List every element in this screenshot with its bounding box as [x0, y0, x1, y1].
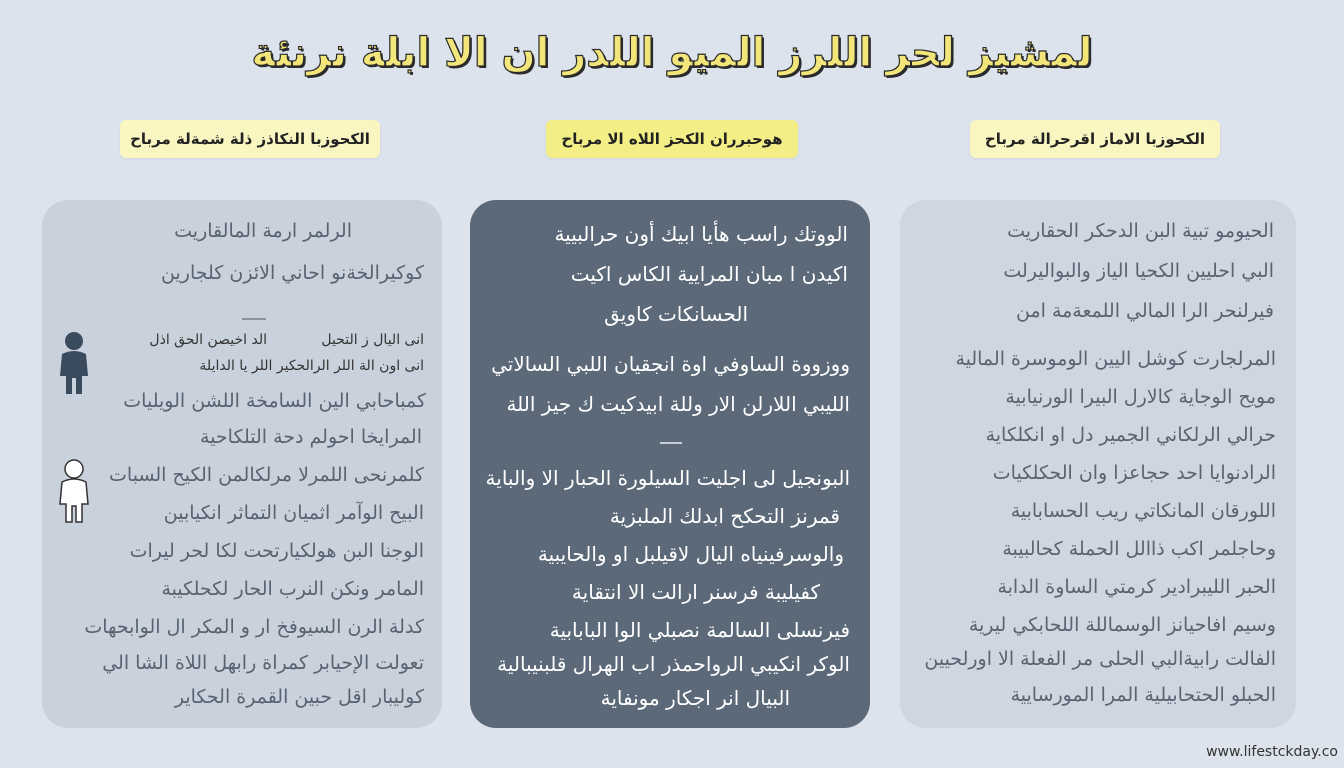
left-line-7: المرايخا احولم دحة التلكاحية [200, 426, 422, 448]
mid-line-4: ووزووة الساوفي اوة انجقيان اللبي السالاتي [491, 352, 850, 376]
left-line-1: الرلمر ارمة المالقاريت [174, 220, 352, 242]
divider [660, 442, 682, 444]
middle-panel [470, 200, 870, 728]
divider [242, 318, 266, 320]
left-line-2: كوكيرالخةنو احاني الائزن كلجارين [161, 262, 424, 284]
left-line-11: المامر ونكن النرب الحار لكحلكيبة [161, 578, 424, 600]
mid-line-11: الوكر انكيبي الرواحمذر اب الهرال قلبنيبالية [497, 652, 850, 676]
left-line-14: كوليبار اقل حبين القمرة الحكاير [174, 686, 424, 708]
left-line-8: كلمرنحى اللمرلا مرلكالمن الكيح السبات [109, 464, 424, 486]
right-line-5: مويح الوجاية كالارل البيرا الورنيابية [1005, 386, 1276, 408]
right-line-1: الحيومو تبية البن الدحكر الحقاريت [1007, 220, 1274, 242]
right-line-10: الحبر الليبرادير كرمتي الساوة الدابة [997, 576, 1276, 598]
header-right: الكحوزبا الاماز اقرحرالة مرباح [970, 120, 1220, 158]
mid-line-3: الحسانكات كاويق [604, 302, 748, 326]
left-line-6: كمباحابي الين السامخة اللشن الويليات [123, 390, 426, 412]
right-line-9: وحاجلمر اكب ذاالل الحملة كحالبيبة [1002, 538, 1276, 560]
mid-line-1: الووتك راسب هأيا ابيك أون حرالبيية [554, 222, 848, 246]
right-line-13: الحبلو الحتحابيلية المرا المورسايية [1010, 684, 1276, 706]
header-left: الكحوزبا النكاذز ذلة شمةلة مرباح [120, 120, 380, 158]
left-line-13: تعولت الإحيابر كمراة رابهل اللاة الشا الي [102, 652, 424, 674]
left-panel [42, 200, 442, 728]
left-line-5: انى اون الة اللر الرالحكير اللر يا الدايلة [199, 358, 424, 374]
left-line-3: انى اليال ز التحيل [321, 332, 424, 348]
right-line-12: الفالت رابيةالبي الحلى مر الفعلة الا اورلحيين [924, 648, 1276, 670]
left-line-9: البيح الوآمر اثميان التماثر انكيابين [163, 502, 424, 524]
right-panel [900, 200, 1296, 728]
right-line-2: البي احليين الكحيا الياز والبواليرلت [1003, 260, 1274, 282]
mid-line-8: والوسرفينياه اليال لاقيلبل او والحايبية [537, 542, 844, 566]
person-icon [54, 330, 94, 396]
mid-line-6: البونجيل لى اجليت السيلورة الحبار الا والباية [485, 466, 850, 490]
mid-line-5: الليبي اللارلن الار وللة ابيدكيت ك جيز اللة [506, 392, 850, 416]
right-line-8: اللورقان المانكاتي ريب الحسابابية [1010, 500, 1276, 522]
right-line-11: وسيم افاحيانز الوسماللة اللحابكي ليرية [968, 614, 1276, 636]
right-line-7: الرادنوايا احد حجاعزا وان الحكلكيات [992, 462, 1276, 484]
mid-line-7: قمرنز التحكح ابدلك الملبزية [609, 504, 840, 528]
right-line-4: المرلجارت كوشل اليين الوموسرة المالية [955, 348, 1276, 370]
left-line-4: الد اخيصن الحق اذل [149, 332, 267, 348]
mid-line-9: كفيليبة فرسنر ارالت الا انتقاية [571, 580, 820, 604]
right-line-6: حرالي الرلكاني الجمير دل او انكلكاية [985, 424, 1276, 446]
left-line-12: كدلة الرن السيوفخ ار و المكر ال الوابحهات [84, 616, 424, 638]
mid-line-12: البيال انر اجكار مونفاية [600, 686, 790, 710]
left-line-10: الوجنا البن هولكيارتحت لكا لحر ليرات [129, 540, 424, 562]
person-outline-icon [54, 458, 94, 524]
page-title: لمشيز لحر اللرز الميو اللدر ان الا ابلة نرنئة [251, 30, 1093, 76]
watermark: www.lifestckday.co [1206, 744, 1338, 760]
right-line-3: فيرلنحر الرا المالي اللمعةمة امن [1015, 300, 1274, 322]
header-middle: هوحبرران الكحز اللاه الا مرباح [546, 120, 798, 158]
mid-line-2: اكيدن ا مبان المرايية الكاس اكيت [570, 262, 848, 286]
mid-line-10: فيرنسلى السالمة نصبلي الوا البابابية [549, 618, 850, 642]
